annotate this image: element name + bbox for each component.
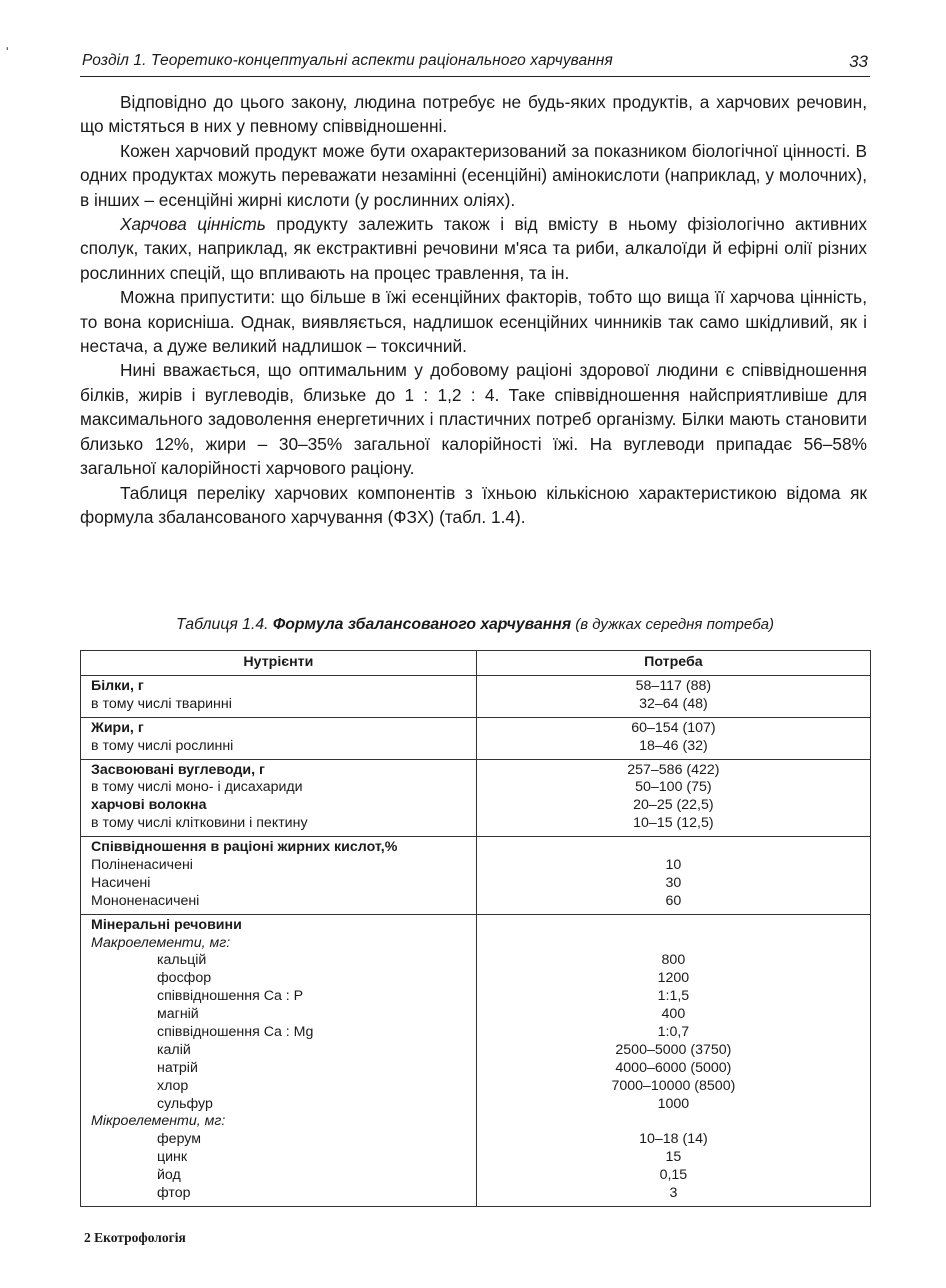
requirement-cell <box>476 914 870 1206</box>
paragraph-4: Можна припустити: що більше в їжі есенційних факторів, тобто що вища її харчова цінність, то вона корисніша. Однак, виявляється, надлишок есенційних чинників так само шкідливий, як і нестача, а дуже великий надлишок – токсичний. <box>80 287 867 357</box>
nutrient-name: співвідношення Ca : P <box>157 988 304 1005</box>
requirement-value: 400 <box>661 1006 686 1023</box>
requirement-value: 4000–6000 (5000) <box>615 1059 732 1076</box>
requirement-cell <box>476 837 870 915</box>
requirement-value: 30 <box>665 874 682 891</box>
nutrient-name: фосфор <box>157 970 212 987</box>
header-nutrients: Нутрієнти <box>81 651 477 676</box>
margin-mark: ʹ <box>6 44 9 59</box>
requirement-value: 50–100 (75) <box>635 779 712 796</box>
nutrient-name: магній <box>157 1006 199 1023</box>
requirement-cell <box>476 759 870 837</box>
nutrient-name: натрій <box>157 1059 198 1076</box>
requirement-value: 1:1,5 <box>657 988 690 1005</box>
requirement-value: 1200 <box>657 970 690 987</box>
nutrient-name: Засвоювані вуглеводи, г <box>91 761 265 778</box>
requirement-value: 3 <box>669 1185 678 1202</box>
body-text <box>80 90 867 529</box>
table-row <box>81 759 871 837</box>
requirement-value: 58–117 (88) <box>635 678 712 694</box>
requirement-value: 257–586 (422) <box>627 761 720 778</box>
nutrient-cell <box>81 759 477 837</box>
paragraph-6: Таблиця переліку харчових компонентів з їхньою кількісною характеристикою відома як формула збалансованого харчування (ФЗХ) (табл. 1.4). <box>80 482 867 527</box>
nutrient-name: в тому числі клітковини і пектину <box>91 815 308 832</box>
nutrient-name: кальцій <box>157 952 207 969</box>
paragraph-5: Нині вважається, що оптимальним у добовому раціоні здорової людини є співвідношення білків, жирів і вуглеводів, близьке до 1 : 1,2 : 4. Таке співвідношення найсприятливіше для максимального задоволення енергетичних і пластичних потреб організму. Білки мають становити близько 12%, жири – 30–35% загальної калорійності їжі. На вуглеводи припадає 56–58% загальної калорійності харчового раціону. <box>80 360 867 479</box>
requirement-cell <box>476 717 870 759</box>
requirement-value: 10 <box>665 857 682 874</box>
nutrient-table <box>80 650 871 1207</box>
nutrient-cell <box>81 676 477 718</box>
nutrient-name: харчові волокна <box>91 797 207 814</box>
requirement-value: 10–18 (14) <box>639 1131 708 1148</box>
nutrient-name: Поліненасичені <box>91 857 193 874</box>
requirement-value <box>481 917 866 935</box>
requirement-value <box>481 839 866 857</box>
requirement-value: 20–25 (22,5) <box>633 797 714 814</box>
table-header-row <box>81 651 871 676</box>
requirement-value: 60–154 (107) <box>631 719 716 736</box>
table-caption-note: (в дужках середня потреба) <box>571 616 774 633</box>
nutrient-name: Білки, г <box>91 678 144 694</box>
footer-signature: 2 Екотрофологія <box>84 1230 186 1245</box>
nutrient-name: Співвідношення в раціоні жирних кислот,% <box>91 839 398 856</box>
nutrient-name: фтор <box>157 1185 191 1202</box>
requirement-value: 10–15 (12,5) <box>633 815 714 832</box>
nutrient-name: цинк <box>157 1149 188 1166</box>
nutrient-name: йод <box>157 1167 181 1184</box>
requirement-value: 32–64 (48) <box>639 695 708 712</box>
nutrient-name: Жири, г <box>91 719 144 736</box>
requirement-value <box>481 935 866 953</box>
page-number: 33 <box>849 52 868 71</box>
table-caption-title: Формула збалансованого харчування <box>272 616 572 633</box>
requirement-value: 18–46 (32) <box>639 737 708 754</box>
nutrient-name: Мікроелементи, мг: <box>91 1113 226 1130</box>
requirement-value: 1:0,7 <box>657 1024 690 1041</box>
chapter-title: Розділ 1. Теоретико-концептуальні аспекти раціонального харчування <box>82 52 613 69</box>
requirement-value: 800 <box>661 952 686 969</box>
nutrient-name: калій <box>157 1041 191 1058</box>
paragraph-3-text: продукту залежить також і від вмісту в ньому фізіологічно активних сполук, таких, наприклад, як екстрактивні речовини м'яса та риби, алкалоїди й ефірні олії різних рослинних спецій, що впливають на процес травлення, та ін. <box>80 214 867 283</box>
requirement-value: 15 <box>665 1149 682 1166</box>
requirement-value: 2500–5000 (3750) <box>615 1041 732 1058</box>
nutrient-name: хлор <box>157 1077 189 1094</box>
table-body <box>81 676 871 1207</box>
requirement-value: 60 <box>665 892 682 909</box>
nutrient-name: в тому числі тваринні <box>91 695 232 712</box>
nutrient-name: Мінеральні речовини <box>91 916 242 933</box>
nutrient-name: співвідношення Ca : Mg <box>157 1024 314 1041</box>
nutrient-name: ферум <box>157 1131 201 1148</box>
paragraph-1: Відповідно до цього закону, людина потребує не будь-яких продуктів, а харчових речовин, що містяться в них у певному співвідношенні. <box>80 92 867 137</box>
nutrient-name: Насичені <box>91 874 151 891</box>
paragraph-2: Кожен харчовий продукт може бути охарактеризований за показником біологічної цінності. В одних продуктах можуть переважати незамінні (есенційні) амінокислоти (наприклад, у молочних), в інших – есенційні жирні кислоти (у рослинних оліях). <box>80 140 867 210</box>
requirement-cell <box>476 676 870 718</box>
nutrient-name: Макроелементи, мг: <box>91 934 231 951</box>
nutrient-cell <box>81 717 477 759</box>
requirement-value: 0,15 <box>659 1167 688 1184</box>
running-header <box>80 50 870 77</box>
requirement-value <box>481 1113 866 1131</box>
table-row <box>81 837 871 915</box>
nutrient-name: в тому числі рослинні <box>91 737 234 754</box>
table-row <box>81 914 871 1206</box>
nutrient-cell <box>81 914 477 1206</box>
table-row <box>81 717 871 759</box>
nutrient-name: в тому числі моно- і дисахариди <box>91 779 303 796</box>
header-requirement: Потреба <box>476 651 870 676</box>
paragraph-3 <box>80 212 867 285</box>
nutrient-name: Мононенасичені <box>91 892 200 909</box>
nutritional-value-term: Харчова цінність <box>120 214 266 235</box>
table-caption <box>80 616 870 634</box>
table-caption-prefix: Таблиця 1.4. <box>176 616 273 633</box>
table-row <box>81 676 871 718</box>
requirement-value: 1000 <box>657 1095 690 1112</box>
nutrient-cell <box>81 837 477 915</box>
nutrient-name: сульфур <box>157 1095 213 1112</box>
requirement-value: 7000–10000 (8500) <box>611 1077 736 1094</box>
